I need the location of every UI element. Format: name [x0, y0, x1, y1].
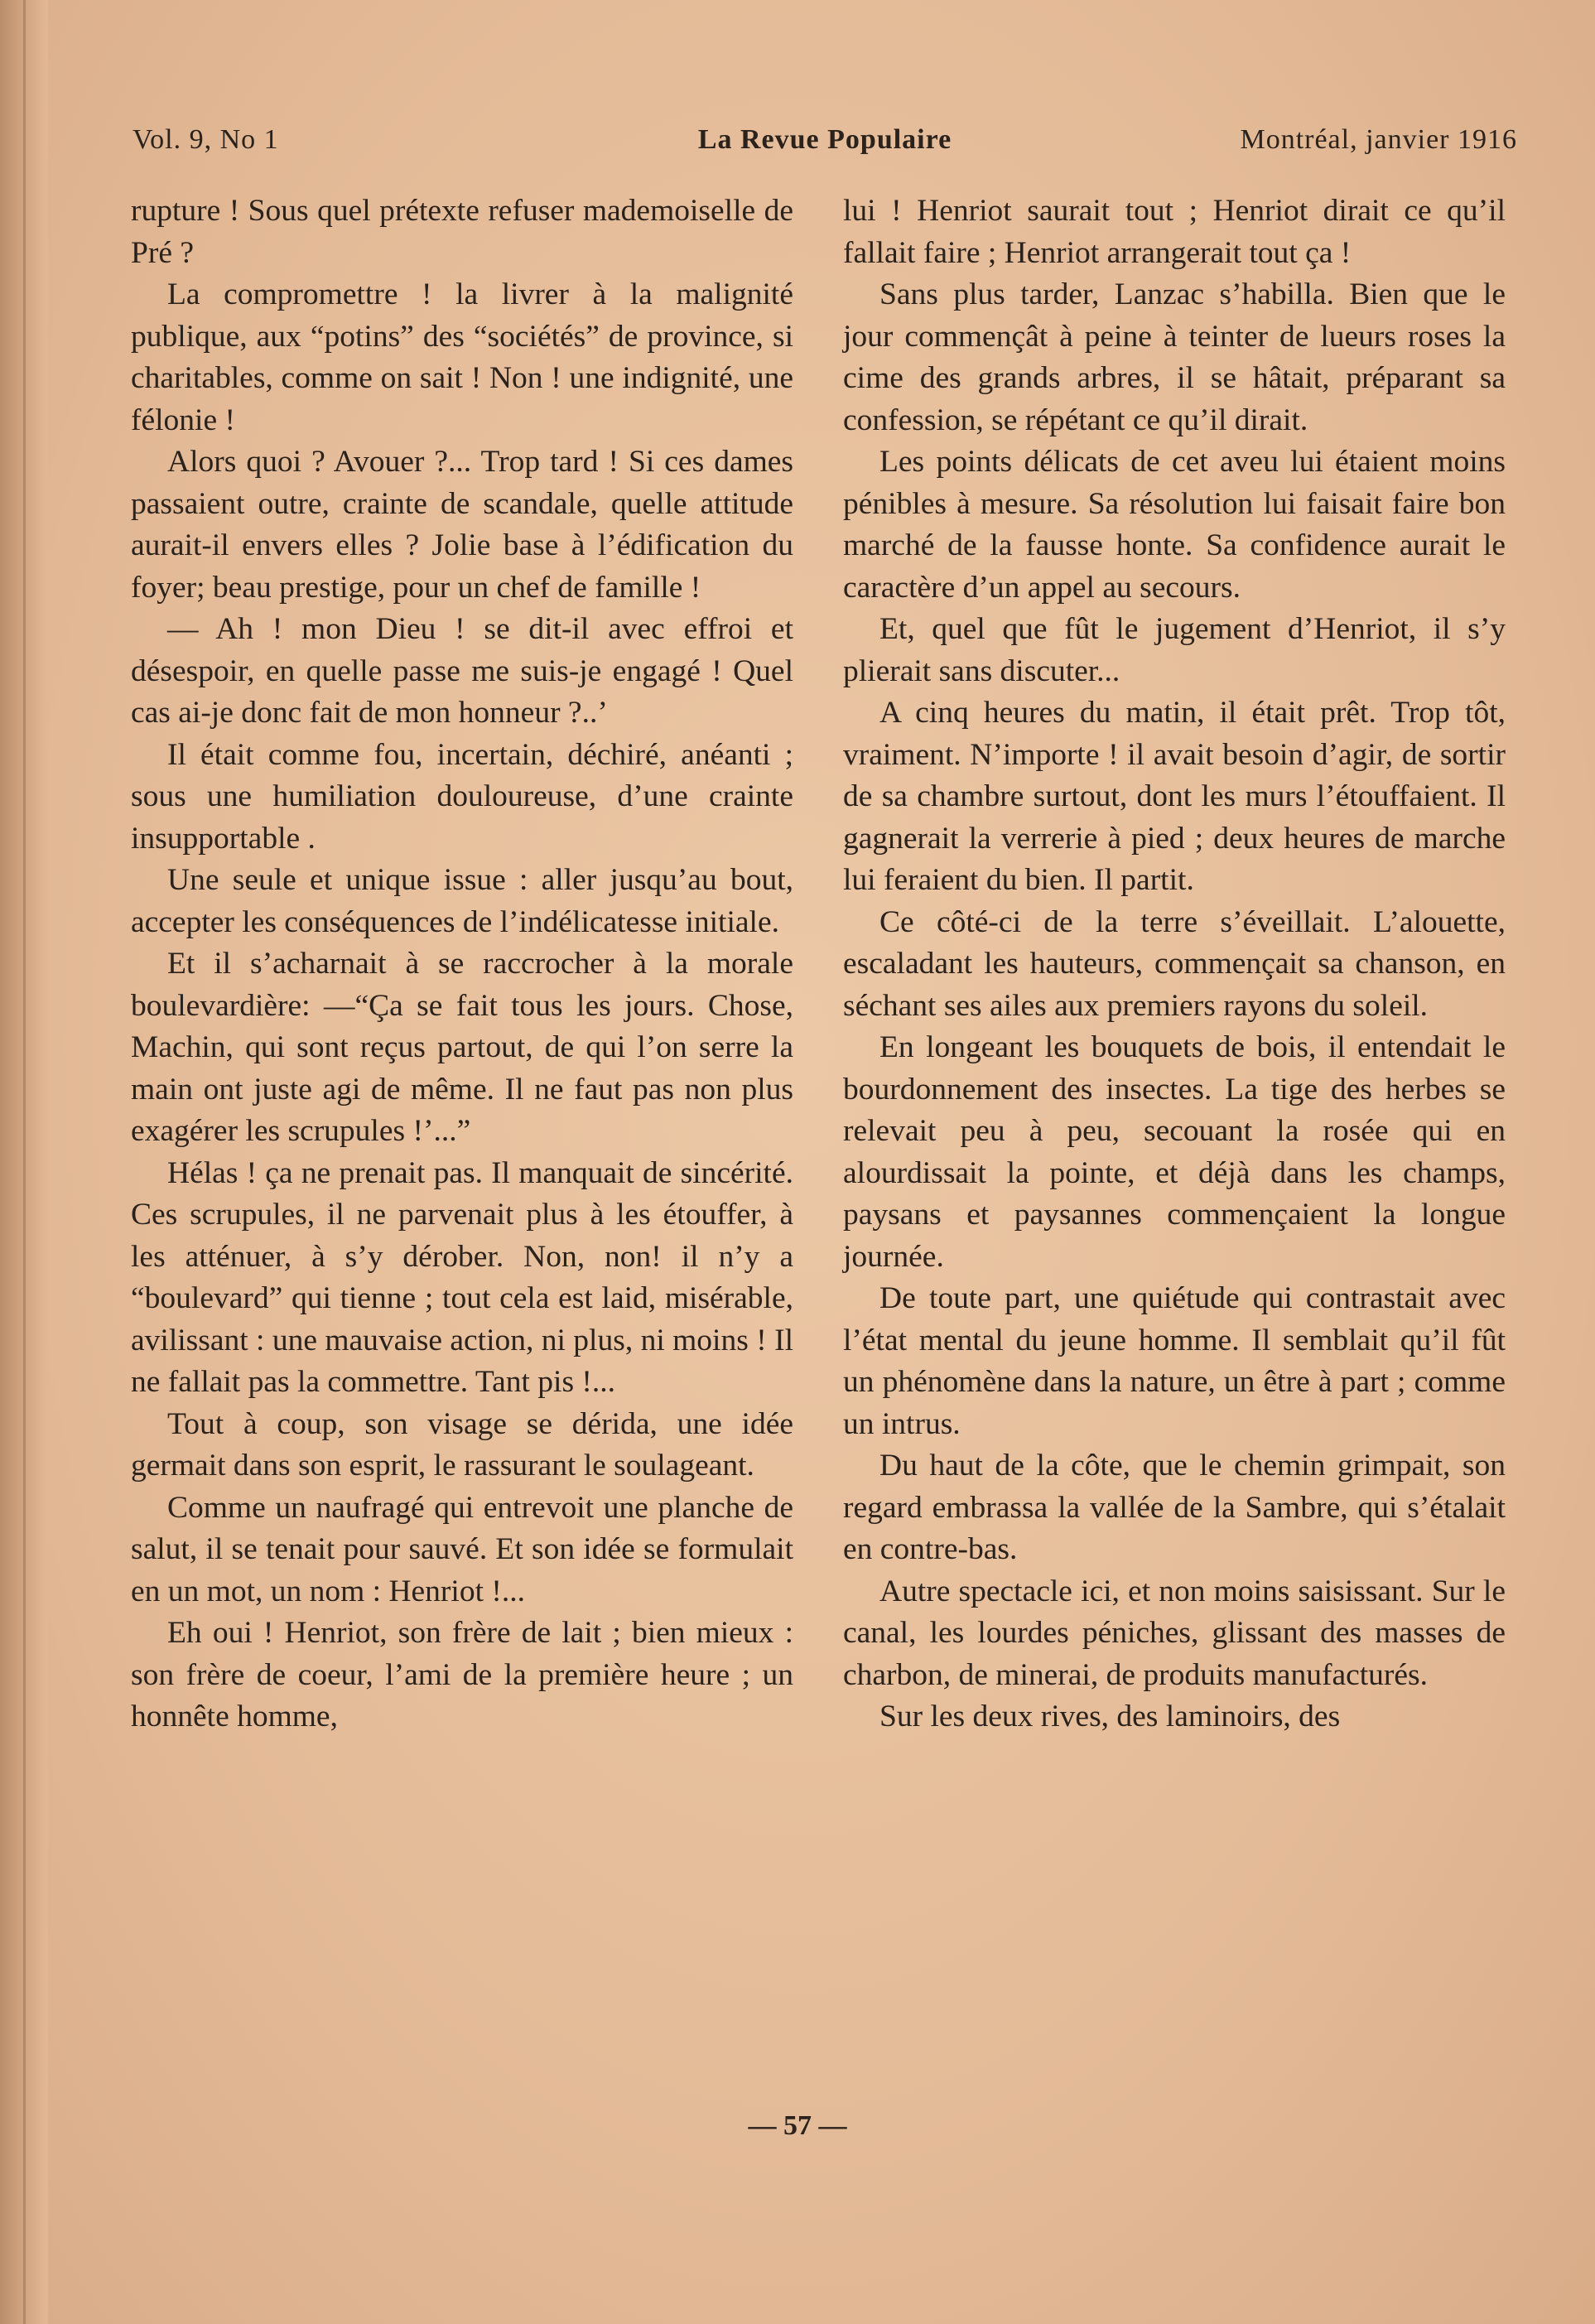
paragraph: Ce côté-ci de la terre s’éveillait. L’alouette, escaladant les hauteurs, commençait sa chanson, en séchant ses ailes aux premiers rayons du soleil. [843, 904, 1506, 1023]
volume-number: Vol. 9, No 1 [133, 124, 279, 155]
left-column [131, 190, 793, 1738]
paragraph: Eh oui ! Henriot, son frère de lait ; bien mieux : son frère de coeur, l’ami de la première heure ; un honnête homme, [131, 1616, 793, 1733]
binding-spine [0, 0, 48, 2324]
paragraph: La compromettre ! la livrer à la malignité publique, aux “potins” des “sociétés” de province, si charitables, comme on sait ! Non ! une indignité, une félonie ! [131, 277, 793, 437]
paragraph: Une seule et unique issue : aller jusqu’au bout, accepter les conséquences de l’indélicatesse initiale. [131, 863, 793, 939]
running-header [133, 124, 1517, 171]
paragraph: Il était comme fou, incertain, déchiré, anéanti ; sous une humiliation douloureuse, d’une crainte insupportable . [131, 737, 793, 856]
paragraph: En longeant les bouquets de bois, il entendait le bourdonnement des insectes. La tige des herbes se relevait peu à peu, secouant la rosée qui en alourdissait la pointe, et déjà dans les champs, paysans et paysannes commençaient la longue journée. [843, 1030, 1506, 1274]
right-column [843, 190, 1506, 1738]
paragraph: Hélas ! ça ne prenait pas. Il manquait de sincérité. Ces scrupules, il ne parvenait plus à les étouffer, à les atténuer, à s’y dérober. Non, non! il n’y a “boulevard” qui tienne ; tout cela est laid, misérable, avilissant : une mauvaise action, ni plus, ni moins ! Il ne fallait pas la commettre. Tant pis !... [131, 1155, 793, 1399]
paragraph: Et, quel que fût le jugement d’Henriot, il s’y plierait sans discuter... [843, 612, 1506, 688]
paragraph: — Ah ! mon Dieu ! se dit-il avec effroi et désespoir, en quelle passe me suis-je engagé ! Quel cas ai-je donc fait de mon honneur ?..’ [131, 612, 793, 730]
paragraph: rupture ! Sous quel prétexte refuser mademoiselle de Pré ? [131, 194, 793, 270]
paragraph: Tout à coup, son visage se dérida, une idée germait dans son esprit, le rassurant le soulageant. [131, 1406, 793, 1483]
paragraph: De toute part, une quiétude qui contrastait avec l’état mental du jeune homme. Il semblait qu’il fût un phénomène dans la nature, un être à part ; comme un intrus. [843, 1281, 1506, 1441]
paragraph: A cinq heures du matin, il était prêt. Trop tôt, vraiment. N’importe ! il avait besoin d’agir, de sortir de sa chambre surtout, dont les murs l’étouffaient. Il gagnerait la verrerie à pied ; deux heures de marche lui feraient du bien. Il partit. [843, 696, 1506, 897]
place-and-date: Montréal, janvier 1916 [1240, 124, 1517, 155]
publication-title: La Revue Populaire [697, 124, 952, 155]
paragraph: Les points délicats de cet aveu lui étaient moins pénibles à mesure. Sa résolution lui faisait faire bon marché de la fausse honte. Sa confidence aurait le caractère d’un appel au secours. [843, 445, 1506, 605]
paragraph: lui ! Henriot saurait tout ; Henriot dirait ce qu’il fallait faire ; Henriot arrangerait tout ça ! [843, 194, 1506, 270]
paragraph: Comme un naufragé qui entrevoit une planche de salut, il se tenait pour sauvé. Et son idée se formulait en un mot, un nom : Henriot !... [131, 1490, 793, 1608]
paragraph: Autre spectacle ici, et non moins saisissant. Sur le canal, les lourdes péniches, glissant des masses de charbon, de minerai, de produits manufacturés. [843, 1574, 1506, 1692]
paragraph: Alors quoi ? Avouer ?... Trop tard ! Si ces dames passaient outre, crainte de scandale, quelle attitude aurait-il envers elles ? Jolie base à l’édification du foyer; beau prestige, pour un chef de famille ! [131, 445, 793, 605]
paragraph: Sans plus tarder, Lanzac s’habilla. Bien que le jour commençât à peine à teinter de lueurs roses la cime des grands arbres, il se hâtait, préparant sa confession, se répétant ce qu’il dirait. [843, 277, 1506, 437]
paragraph: Sur les deux rives, des laminoirs, des [879, 1700, 1341, 1733]
paragraph: Du haut de la côte, que le chemin grimpait, son regard embrassa la vallée de la Sambre, qui s’étalait en contre-bas. [843, 1449, 1506, 1566]
page-number: — 57 — [748, 2110, 847, 2141]
paragraph: Et il s’acharnait à se raccrocher à la morale boulevardière: —“Ça se fait tous les jours. Chose, Machin, qui sont reçus partout, de qui l’on serre la main ont juste agi de même. Il ne faut pas non plus exagérer les scrupules !’...” [131, 947, 793, 1148]
